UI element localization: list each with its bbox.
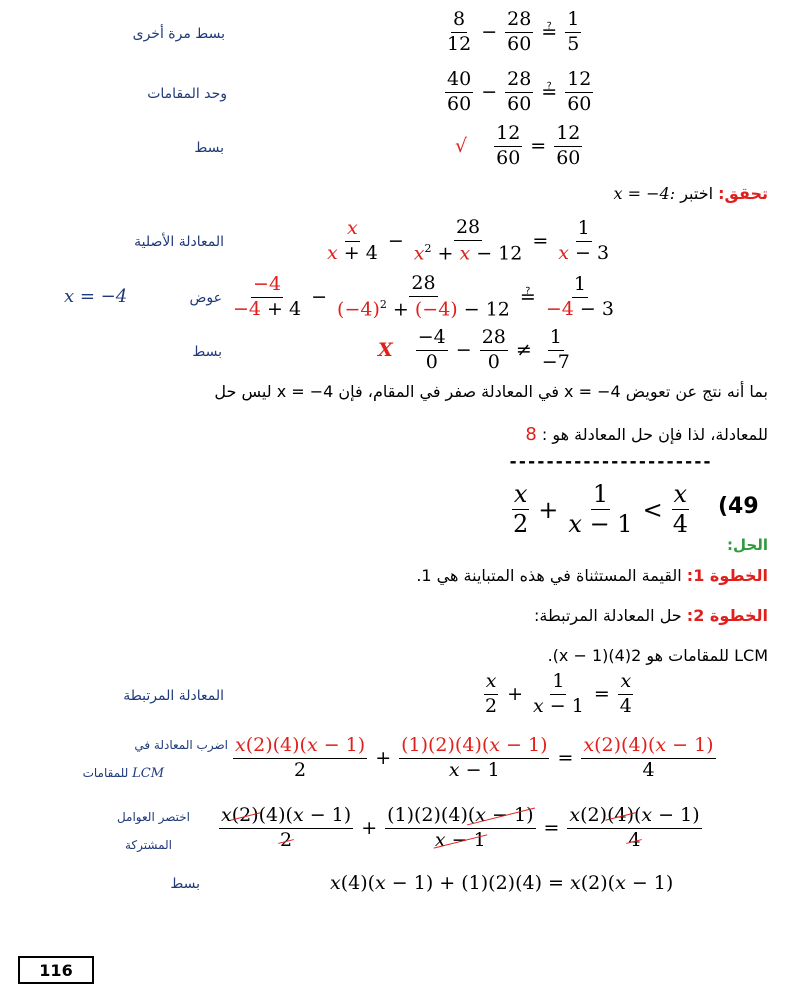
step-1: الخطوة 1: القيمة المستثناة في هذه المتباينة هي 1. bbox=[416, 566, 768, 585]
equation-row-3: √ $\frac{12}{60}$ = $\frac{12}{60}$ bbox=[455, 122, 581, 169]
related-equation: $\frac{x}{2}$ + $\frac{1}{x - 1}$ = $\frac{x}{4}$ bbox=[485, 670, 632, 717]
note-simplify-3: بسط bbox=[170, 876, 200, 892]
step-2: الخطوة 2: حل المعادلة المرتبطة: bbox=[534, 606, 768, 625]
final-equation: x(4)(x − 1) + (1)(2)(4) = x(2)(x − 1) bbox=[330, 872, 674, 894]
divider: ---------------------- bbox=[508, 452, 712, 472]
check-mark-icon: √ bbox=[455, 135, 468, 158]
substituted-equation: $\frac{-4}{-4 + 4}$ − $\frac{28}{(-4)^2 + (-4) - 12}$ ≟ $\frac{1}{-4 - 3}$ bbox=[233, 272, 614, 321]
equation-row-2: $\frac{40}{60}$ − $\frac{28}{60}$ ≟ $\frac{12}{60}$ bbox=[447, 68, 592, 115]
equation-row-1: $\frac{8}{12}$ − $\frac{28}{60}$ ≟ $\frac{1}{5}$ bbox=[447, 8, 580, 55]
substitute-value: x = −4 bbox=[64, 286, 128, 307]
conclusion-line-2: للمعادلة، لذا فإن حل المعادلة هو : 8 bbox=[525, 424, 768, 445]
multiplied-equation: $\frac{x(2)(4)(x - 1)}{2}$ + $\frac{(1)(2)(4)(x - 1)}{x - 1}$ = $\frac{x(2)(4)(x - 1)}{4}$ bbox=[235, 734, 714, 781]
note-multiply-line2: LCM للمقامات bbox=[82, 766, 164, 781]
note-simplify-2: بسط bbox=[192, 344, 222, 360]
page-number: 116 bbox=[18, 956, 94, 984]
note-related-equation: المعادلة المرتبطة bbox=[123, 688, 224, 704]
conclusion-line-1: بما أنه نتج عن تعويض x = −4 في المعادلة صفر في المقام، فإن x = −4 ليس حل bbox=[214, 382, 768, 401]
note-common-denominators: وحد المقامات bbox=[147, 86, 227, 102]
note-substitute: عوض bbox=[189, 290, 222, 306]
problem-number: (49 bbox=[718, 494, 759, 519]
original-equation: $\frac{x}{x + 4}$ − $\frac{28}{x^2 + x - 12}$ = $\frac{1}{x - 3}$ bbox=[327, 216, 610, 265]
note-cancel-line1: اختصر العوامل bbox=[116, 810, 190, 824]
cross-mark-icon: X bbox=[378, 339, 393, 362]
check-line: تحقق: اختبر x = −4: bbox=[613, 184, 768, 203]
problem-49-inequality: $\frac{x}{2}$ + $\frac{1}{x - 1}$ < $\frac{x}{4}$ bbox=[513, 480, 688, 539]
note-multiply-line1: اضرب المعادلة في bbox=[134, 738, 228, 752]
note-simplify-again: بسط مرة أخرى bbox=[132, 26, 225, 42]
note-simplify-1: بسط bbox=[194, 140, 224, 156]
note-original-equation: المعادلة الأصلية bbox=[134, 234, 224, 250]
simplified-check: X $\frac{-4}{0}$ − $\frac{28}{0}$ ≠ $\frac{1}{-7}$ bbox=[378, 326, 570, 373]
cancelled-equation: $\frac{x(2)(4)(x - 1)}{2}$ + $\frac{(1)(2)(4)(x - 1)}{x - 1}$ = $\frac{x(2)(4)(x - 1)}{4}$ bbox=[221, 804, 700, 851]
note-cancel-line2: المشتركة bbox=[124, 838, 172, 852]
lcm-line: LCM للمقامات هو 2(4)(x − 1). bbox=[547, 646, 768, 665]
solution-label: الحل: bbox=[727, 536, 768, 554]
